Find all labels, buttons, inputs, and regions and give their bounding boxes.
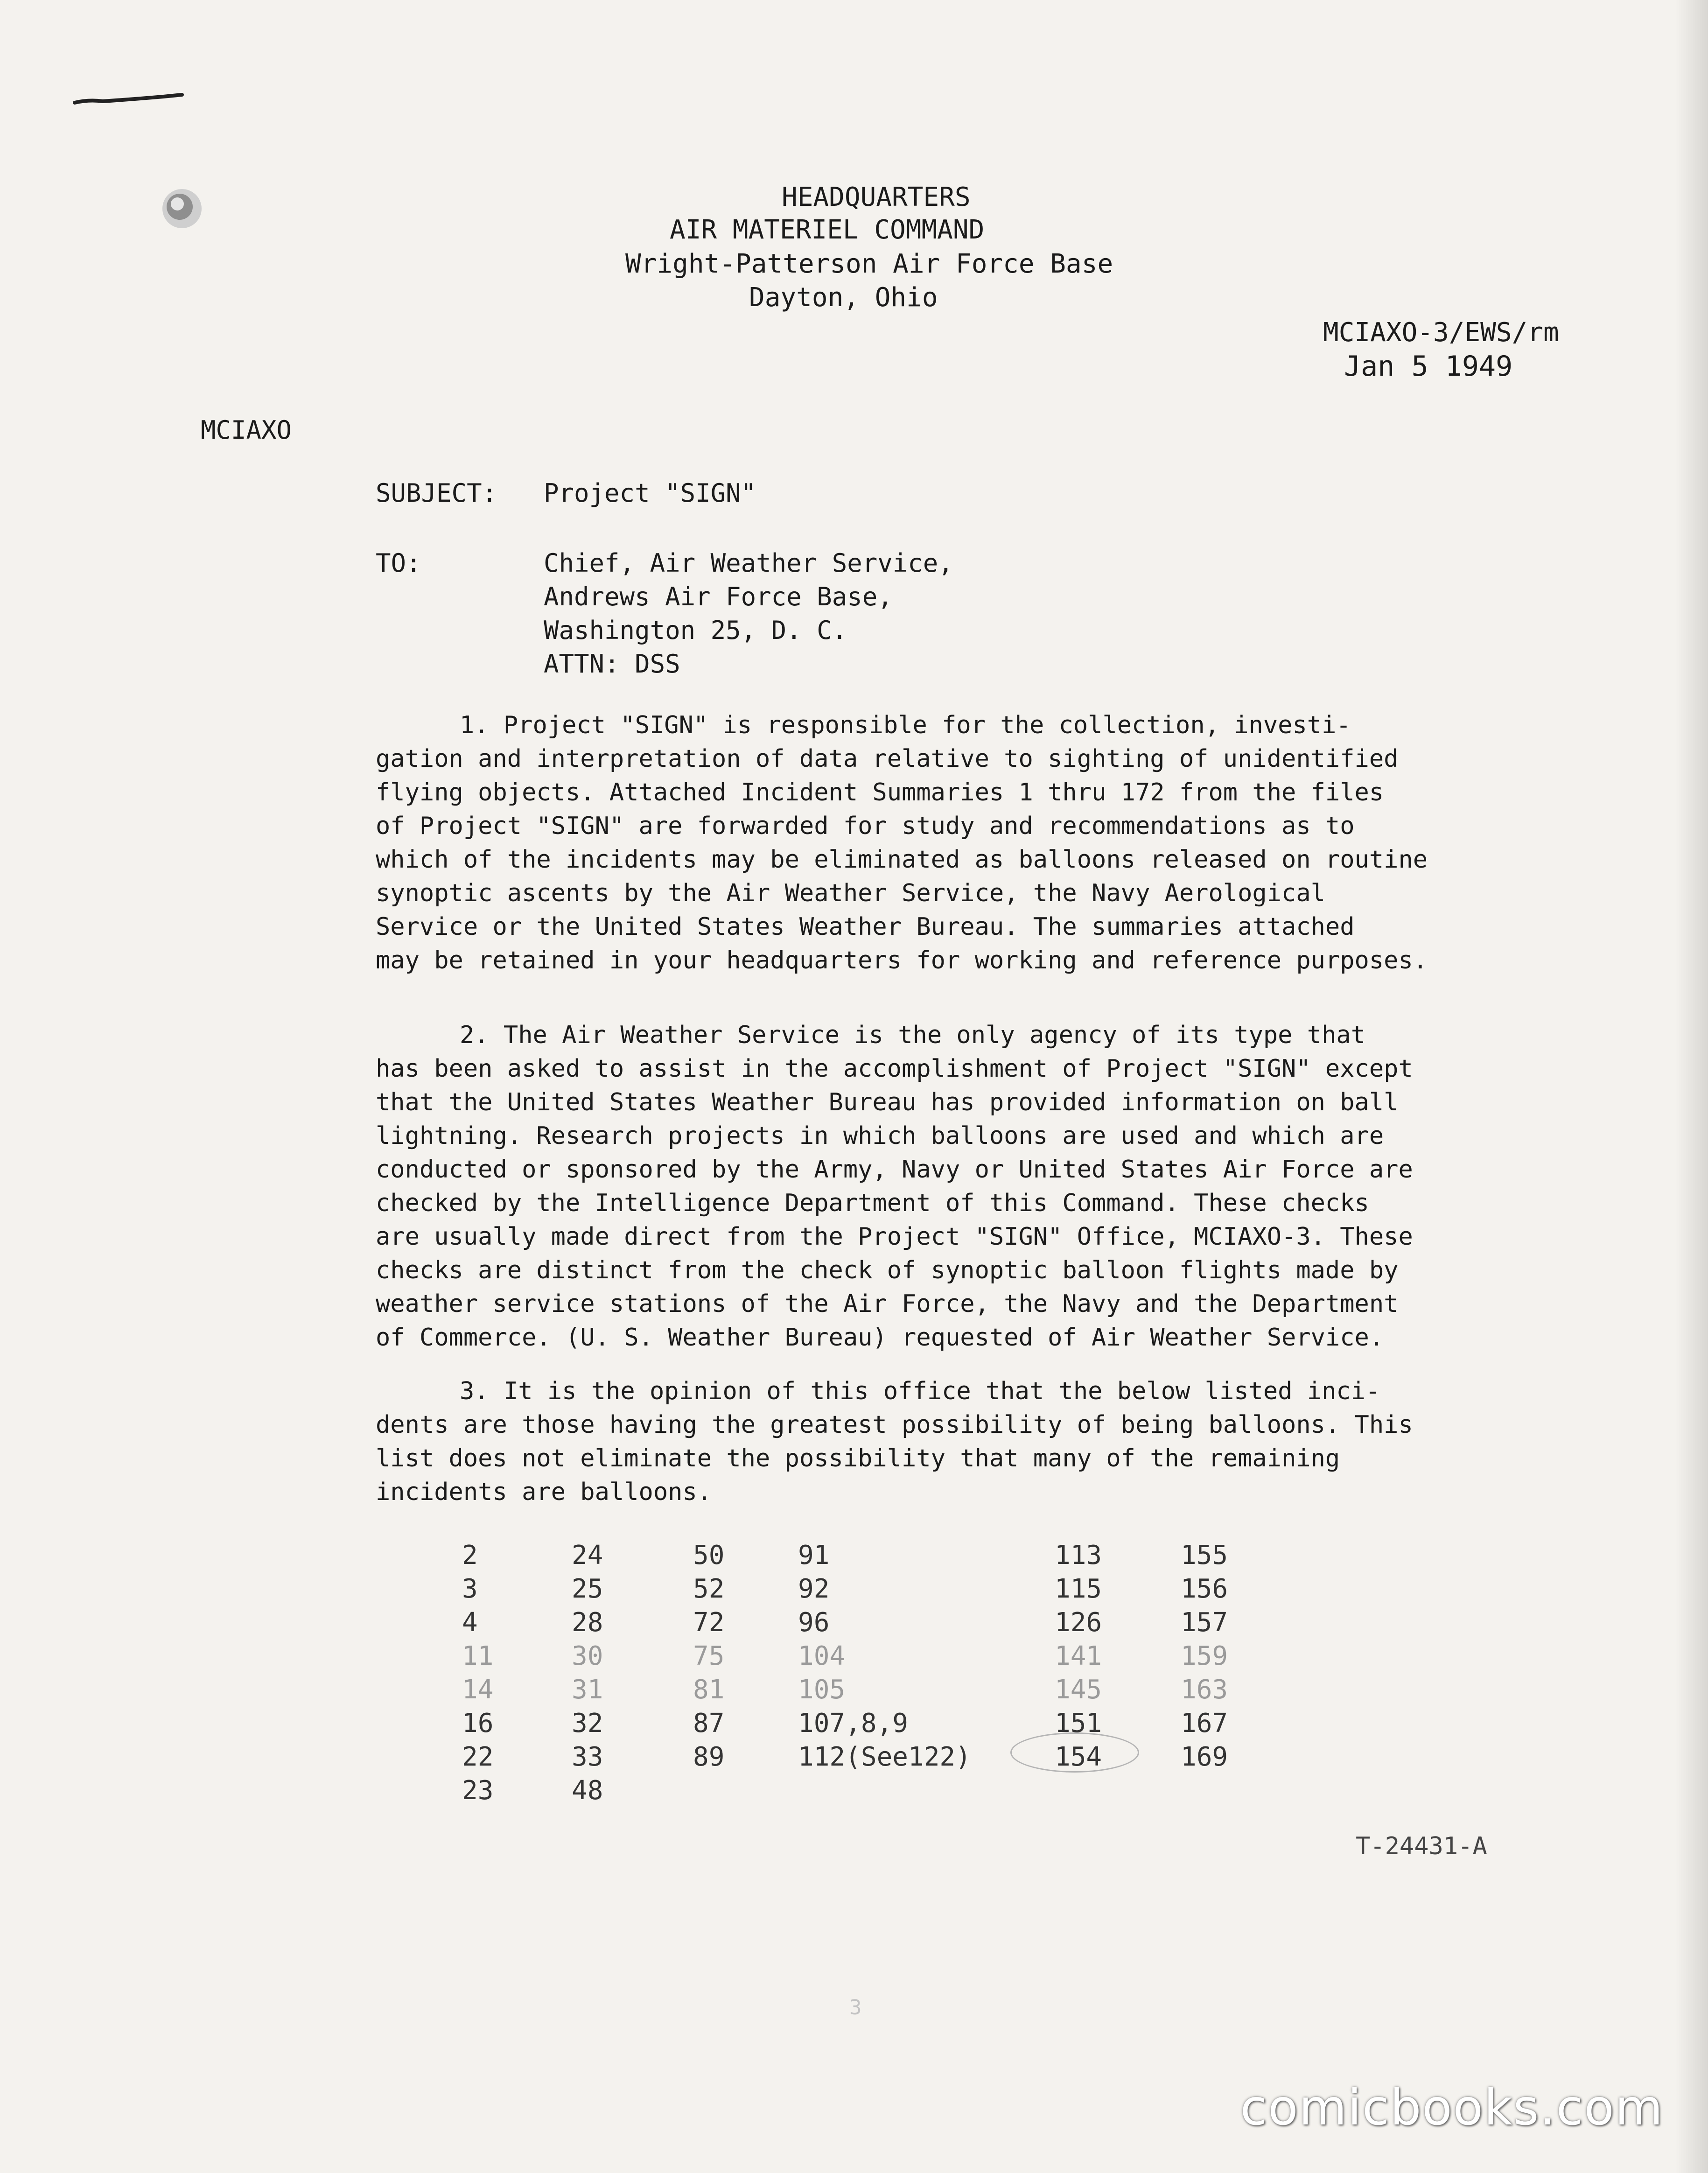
paragraph-line: that the United States Weather Bureau has provided information on ball xyxy=(376,1088,1399,1116)
incident-number: 11 xyxy=(462,1641,494,1671)
paragraph-line: of Project "SIGN" are forwarded for study and recommendations as to xyxy=(376,812,1355,840)
incident-number: 22 xyxy=(462,1742,494,1772)
addressee-line: Andrews Air Force Base, xyxy=(544,582,893,611)
paragraph-line: 3. It is the opinion of this office that the below listed inci- xyxy=(460,1377,1380,1405)
subject-value: Project "SIGN" xyxy=(544,478,756,508)
paragraph-line: weather service stations of the Air Force, the Navy and the Department xyxy=(376,1290,1399,1318)
incident-number: 32 xyxy=(572,1708,603,1738)
incident-number: 81 xyxy=(693,1675,725,1705)
incident-number: 112(See122) xyxy=(798,1742,971,1772)
scan-edge-shadow xyxy=(1675,0,1708,2173)
incident-number: 52 xyxy=(693,1574,725,1604)
incident-number: 3 xyxy=(462,1574,478,1604)
punch-hole-icon xyxy=(152,180,217,240)
paragraph-line: list does not eliminate the possibility that many of the remaining xyxy=(376,1444,1340,1472)
subject-label: SUBJECT: xyxy=(376,478,497,508)
addressee-line: Chief, Air Weather Service, xyxy=(544,548,953,578)
paragraph-line: has been asked to assist in the accomplishment of Project "SIGN" except xyxy=(376,1055,1413,1083)
pen-stroke-mark xyxy=(70,86,191,114)
incident-number: 89 xyxy=(693,1742,725,1772)
watermark: comicbooks.com xyxy=(1240,2079,1664,2136)
incident-number: 87 xyxy=(693,1708,725,1738)
paragraph-3 xyxy=(376,1374,1612,1509)
incident-number: 30 xyxy=(572,1641,603,1671)
circled-number-mark xyxy=(1010,1732,1139,1773)
incident-number: 96 xyxy=(798,1607,830,1638)
incident-number: 104 xyxy=(798,1641,846,1671)
incident-number: 107,8,9 xyxy=(798,1708,909,1738)
incident-number: 159 xyxy=(1181,1641,1228,1671)
paragraph-2 xyxy=(376,1018,1612,1354)
paragraph-line: checks are distinct from the check of synoptic balloon flights made by xyxy=(376,1256,1399,1284)
paragraph-line: conducted or sponsored by the Army, Navy or United States Air Force are xyxy=(376,1156,1413,1184)
incident-number: 154 xyxy=(1055,1742,1102,1772)
incident-number: 163 xyxy=(1181,1675,1228,1705)
incident-number: 105 xyxy=(798,1675,846,1705)
page-number: 3 xyxy=(849,1996,862,2019)
incident-number: 23 xyxy=(462,1775,494,1806)
incident-number: 48 xyxy=(572,1775,603,1806)
incident-number: 28 xyxy=(572,1607,603,1638)
incident-number: 92 xyxy=(798,1574,830,1604)
incident-number: 145 xyxy=(1055,1675,1102,1705)
paragraph-line: dents are those having the greatest possibility of being balloons. This xyxy=(376,1411,1413,1439)
letterhead-line-1: HEADQUARTERS xyxy=(782,182,971,212)
letterhead-line-3: Wright-Patterson Air Force Base xyxy=(625,249,1113,279)
incident-number: 33 xyxy=(572,1742,603,1772)
paragraph-line: checked by the Intelligence Department of this Command. These checks xyxy=(376,1189,1369,1217)
reference-code: MCIAXO-3/EWS/rm xyxy=(1323,317,1559,348)
letterhead-line-4: Dayton, Ohio xyxy=(749,282,938,313)
paragraph-line: incidents are balloons. xyxy=(376,1478,712,1506)
office-symbol: MCIAXO xyxy=(201,415,292,445)
incident-number: 24 xyxy=(572,1540,603,1570)
paragraph-line: 1. Project "SIGN" is responsible for the collection, investi- xyxy=(460,711,1351,739)
incident-number: 141 xyxy=(1055,1641,1102,1671)
incident-number: 14 xyxy=(462,1675,494,1705)
incident-number: 31 xyxy=(572,1675,603,1705)
incident-number: 25 xyxy=(572,1574,603,1604)
incident-number: 169 xyxy=(1181,1742,1228,1772)
paragraph-line: Service or the United States Weather Bureau. The summaries attached xyxy=(376,913,1355,941)
incident-number: 2 xyxy=(462,1540,478,1570)
file-number: T-24431-A xyxy=(1356,1832,1487,1860)
paragraph-line: of Commerce. (U. S. Weather Bureau) requested of Air Weather Service. xyxy=(376,1324,1384,1352)
paragraph-line: lightning. Research projects in which balloons are used and which are xyxy=(376,1122,1384,1150)
letterhead-line-2: AIR MATERIEL COMMAND xyxy=(670,215,985,245)
paragraph-line: gation and interpretation of data relative to sighting of unidentified xyxy=(376,745,1399,773)
incident-number: 157 xyxy=(1181,1607,1228,1638)
incident-number: 167 xyxy=(1181,1708,1228,1738)
incident-number: 115 xyxy=(1055,1574,1102,1604)
paragraph-line: synoptic ascents by the Air Weather Service, the Navy Aerological xyxy=(376,879,1325,907)
incident-number: 4 xyxy=(462,1607,478,1638)
incident-number: 16 xyxy=(462,1708,494,1738)
addressee-line: Washington 25, D. C. xyxy=(544,616,847,645)
paragraph-line: are usually made direct from the Project "SIGN" Office, MCIAXO-3. These xyxy=(376,1223,1413,1251)
paragraph-line: may be retained in your headquarters for working and reference purposes. xyxy=(376,946,1428,974)
incident-number: 113 xyxy=(1055,1540,1102,1570)
paragraph-line: 2. The Air Weather Service is the only agency of its type that xyxy=(460,1021,1366,1049)
reference-date: Jan 5 1949 xyxy=(1344,350,1513,383)
paragraph-line: flying objects. Attached Incident Summaries 1 thru 172 from the files xyxy=(376,778,1384,806)
incident-number: 156 xyxy=(1181,1574,1228,1604)
incident-number: 155 xyxy=(1181,1540,1228,1570)
incident-number: 50 xyxy=(693,1540,725,1570)
incident-number: 151 xyxy=(1055,1708,1102,1738)
paragraph-line: which of the incidents may be eliminated as balloons released on routine xyxy=(376,846,1428,874)
incident-number: 72 xyxy=(693,1607,725,1638)
incident-number: 91 xyxy=(798,1540,830,1570)
to-label: TO: xyxy=(376,548,421,578)
incident-number: 75 xyxy=(693,1641,725,1671)
paragraph-1 xyxy=(376,708,1612,977)
incident-number: 126 xyxy=(1055,1607,1102,1638)
addressee-line: ATTN: DSS xyxy=(544,649,680,679)
